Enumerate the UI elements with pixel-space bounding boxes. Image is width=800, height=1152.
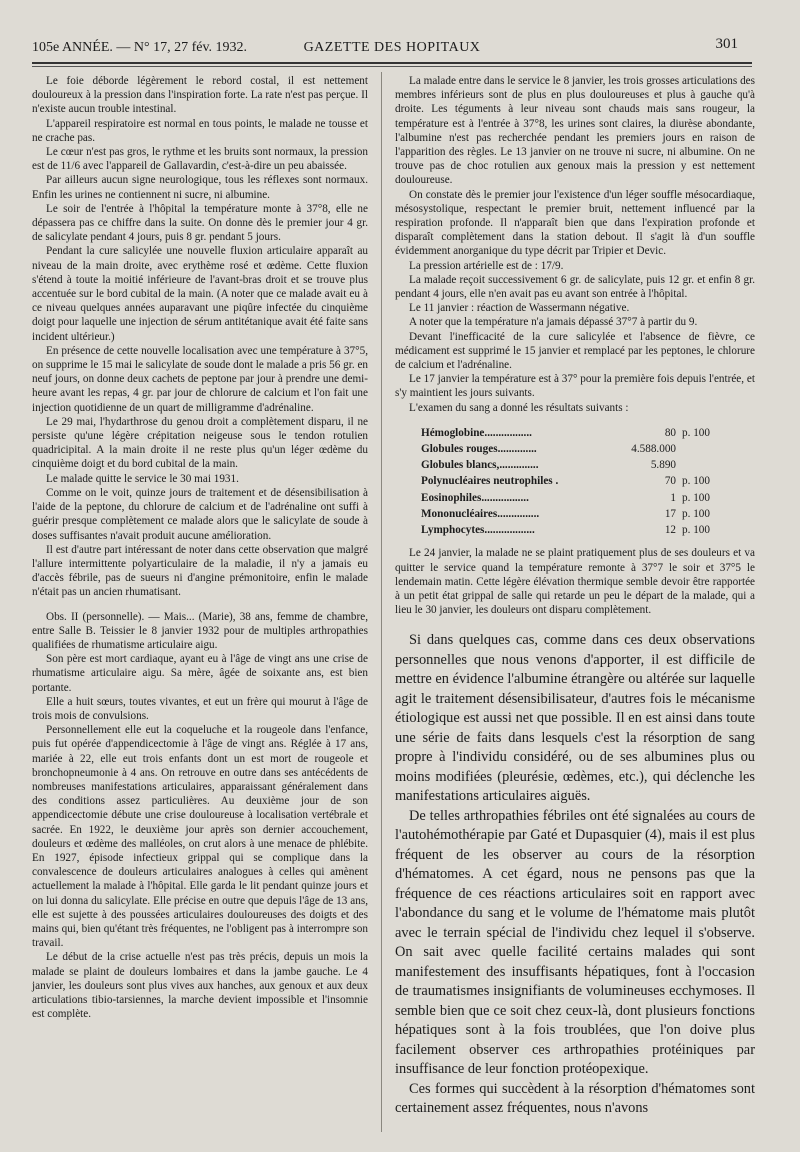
right-column [395, 74, 755, 1119]
lab-name: Globules blancs,.............. [421, 459, 539, 472]
paragraph: Le 24 janvier, la malade ne se plaint pratiquement plus de ses douleurs et va quitter le service quand la température remonte à 37°7 le soir et 37°5 le lendemain matin. Cette légère élévation thermique semble devoir être rapportée à un petit état grippal de salle qui retarde un peu le départ de la malade, qui a lieu le 30 janvier, les douleurs ont disparu complètement. [395, 547, 755, 617]
page-number: 301 [715, 36, 738, 52]
paragraph: Pendant la cure salicylée une nouvelle fluxion articulaire apparaît au niveau de la main droite, avec erythème rosé et œdème. Cette fluxion s'étend à toute la moitié inférieure de l'avant-bras droit et se trouve plus accentuée sur le bord cubital de la main. (A noter que ce malade avait eu à ce niveau quelques années auparavant une piqûre infectée du cinquième doigt pour laquelle une injection de sérum antitétanique avait été faite sans incident ultérieur.) [32, 245, 368, 343]
lab-name: Polynucléaires neutrophiles . [421, 475, 559, 488]
lab-value: 70 [664, 475, 676, 488]
left-column [32, 74, 368, 1021]
paragraph: A noter que la température n'a jamais dépassé 37°7 à partir du 9. [409, 316, 698, 329]
paragraph: L'examen du sang a donné les résultats suivants : [409, 401, 629, 414]
lab-value: 80 [664, 426, 676, 439]
lab-name: Lymphocytes.................. [421, 524, 535, 537]
paragraph: Le foie déborde légèrement le rebord costal, il est nettement douloureux à la pression dans l'inspiration forte. La rate n'est pas perçue. Il n'existe aucun trouble intestinal. [32, 75, 368, 116]
paragraph: Ces formes qui succèdent à la résorption d'hématomes sont certainement assez fréquentes, nous n'avons [395, 1080, 755, 1117]
paragraph: Le 29 mai, l'hydarthrose du genou droit a complètement disparu, il ne persiste qu'une légère crépitation neigeuse sous le tendon rotulien quadricipital. A la main droite il ne reste plus qu'un léger œdème du cinquième doigt et du bord cubital de la main. [32, 415, 368, 471]
lab-value: 17 [664, 507, 676, 520]
paragraph: L'appareil respiratoire est normal en tous points, le malade ne tousse et ne crache pas. [32, 117, 368, 144]
table-row [421, 425, 722, 441]
lab-value: 1 [670, 491, 676, 504]
lab-name: Mononucléaires............... [421, 507, 540, 520]
table-row [421, 441, 722, 457]
paragraph: Le malade quitte le service le 30 mai 1931. [46, 472, 239, 485]
observation-heading-paragraph: Obs. II (personnelle). — Mais... (Marie), 38 ans, femme de chambre, entre Salle B. Teissier le 8 janvier 1932 pour de multiples arthropathies qualifiées de rhumatisme articulaire aigu. [32, 610, 368, 651]
paragraph: Le début de la crise actuelle n'est pas très précis, depuis un mois la malade se plaint de douleurs lombaires et dans la jambe gauche. Le 4 janvier, les douleurs sont plus vives aux hanches, aux genoux et aux deux articulations tibio-tarsiennes, la marche devient impossible et l'insomnie est complète. [32, 951, 368, 1021]
lab-unit [676, 441, 722, 457]
paragraph: La pression artérielle est de : 17/9. [409, 259, 564, 272]
header-rule [32, 62, 752, 64]
paragraph: Son père est mort cardiaque, ayant eu à l'âge de vingt ans une crise de rhumatisme articulaire aigu. Sa mère, âgée de soixante ans, est bien portante. [32, 653, 368, 694]
lab-value: 12 [664, 524, 676, 537]
journal-title: GAZETTE DES HOPITAUX [303, 40, 481, 55]
paragraph: Elle a huit sœurs, toutes vivantes, et eut un frère qui mourut à l'âge de trois mois de convulsions. [32, 695, 368, 722]
lab-unit: p. 100 [682, 524, 710, 537]
table-row [421, 522, 722, 538]
lab-name: Hémoglobine................. [421, 426, 532, 439]
column-divider [381, 72, 382, 1132]
page-header [32, 36, 752, 60]
lab-value: 4.588.000 [631, 443, 676, 456]
paragraph: La malade entre dans le service le 8 janvier, les trois grosses articulations des membres inférieurs sont de plus en plus douloureuses et plus à gauche qu'à droite. Les téguments à leur niveau sont chauds mais sans rougeur, la température est à l'entrée à 37°8, les urines sont claires, la diurèse abondante, l'albumine n'est pas recherchée pendant les premiers jours en raison de l'apparition des règles. Le 13 janvier on ne trouve ni sucre, ni albumine. On ne trouve pas de choc rotulien aux genoux mais la pression y est nettement douloureuse. [395, 75, 755, 187]
paragraph: Par ailleurs aucun signe neurologique, tous les réflexes sont normaux. Enfin les urines ne contiennent ni sucre, ni albumine. [32, 174, 368, 201]
paragraph: Le cœur n'est pas gros, le rythme et les bruits sont normaux, la pression est de 11/6 avec l'appareil de Gallavardin, c'est-à-dire un peu abaissée. [32, 146, 368, 173]
paragraph: Comme on le voit, quinze jours de traitement et de désensibilisation à l'aide de la peptone, du chlorure de calcium et de l'adrénaline ont suffi à guérir presque complètement ce malade alors que le salicylate de soude à doses suffisantes n'avait produit aucune amélioration. [32, 486, 368, 542]
lab-unit: p. 100 [682, 491, 710, 504]
paragraph: En présence de cette nouvelle localisation avec une température à 37°5, on supprime le 15 mai le salicylate de soude dont le malade a pris 56 gr. en neuf jours, on donne deux cachets de peptone par jour à prendre une demi-heure avant les repas, 4 gr. par jour de chlorure de calcium et l'on fait une injection quotidienne de un quart de milligramme d'adrénaline. [32, 344, 368, 414]
table-row [421, 490, 722, 506]
issue-info: 105e ANNÉE. — N° 17, 27 fév. 1932. [32, 40, 248, 55]
paragraph: Le soir de l'entrée à l'hôpital la température monte à 37°8, elle ne dépassera pas ce chiffre dans la suite. On donne dès le premier jour 4 gr. de salicylate pendant 4 jours, puis 8 gr. pendant 5 jours. [32, 202, 368, 244]
lab-unit [676, 457, 722, 473]
paragraph: Le 17 janvier la température est à 37° pour la première fois depuis l'entrée, et s'y maintient les jours suivants. [395, 373, 755, 400]
header-rule-thin [32, 66, 752, 67]
paragraph: Personnellement elle eut la coqueluche et la rougeole dans l'enfance, puis fut opérée d'appendicectomie à l'âge de vingt ans. Réglée à 17 ans, mariée à 22, elle eut trois enfants dont un est mort de rougeole et bronchopneumonie à 4 ans. On retrouve en outre dans ses antécédents de nombreuses manifestations articulaires, apparaissant généralement dans des conditions assez particulières. Au deuxième jour de son appendicectomie débute une crise douloureuse à localisation vertébrale et sacrée. En 1922, le deuxième jour après son dernier accouchement, douleurs et œdème des malléoles, on crut alors à une menace de phlébite. En 1927, épisode infectieux grippal qui se complique dans la convalescence de douleurs articulaires analogues à celles qui amènent actuellement la malade à l'hôpital. Elle garda le lit pendant quinze jours et on lui donna du salicylate. Elle précise en outre que depuis l'âge de 13 ans, elle est sujette à des poussées articulaires douloureuses des doigts et des mains qui, bien qu'étant très fréquentes, ne l'obligent pas à interrompre son travail. [32, 724, 368, 950]
lab-unit: p. 100 [682, 507, 710, 520]
paragraph: De telles arthropathies fébriles ont été signalées au cours de l'autohémothérapie par Gaté et Dupasquier (4), mais il est plus fréquent de les observer au cours de la résorption d'hématomes. A cet égard, nous ne pensons pas que la fréquence de ces réactions articulaires soit en rapport avec l'abondance du sang et le volume de l'hématome mais plutôt avec le terrain spécial de l'individu chez lequel il s'observe. On sait avec quelle facilité certains malades qui sont manifestement des insuffisants hépatiques, font à l'occasion de traumatismes insignifiants de volumineuses ecchymoses. Il semble bien que ce soit chez ceux-là, dont plusieurs fonctions hépatiques sont à la fois troublées, que l'on doive plus facilement observer ces arthropathies protéiniques par insuffisance de leur fonction protéopexique. [395, 807, 755, 1078]
paragraph: Devant l'inefficacité de la cure salicylée et l'absence de fièvre, ce médicament est supprimé le 15 janvier et remplacé par les peptones, le chlorure de calcium et l'adrénaline. [395, 330, 755, 372]
table-row [421, 473, 722, 489]
blood-results-table [421, 425, 722, 538]
paragraph: Le 11 janvier : réaction de Wassermann négative. [409, 302, 630, 315]
table-row [421, 506, 722, 522]
lab-name: Globules rouges.............. [421, 443, 537, 456]
lab-unit: p. 100 [682, 426, 710, 439]
lab-unit: p. 100 [682, 475, 710, 488]
commentary-section [395, 631, 755, 1119]
paragraph: La malade reçoit successivement 6 gr. de salicylate, puis 12 gr. et enfin 8 gr. pendant 4 jours, elle n'en avait pas eu avant son entrée à l'hôpital. [395, 273, 755, 301]
paragraph: Il est d'autre part intéressant de noter dans cette observation que malgré l'allure intermittente polyarticulaire de la maladie, il n'y a jamais eu d'accès fébrile, pas de sueurs ni d'angine prémonitoire, enfin le malade n'était pas un ancien rhumatisant. [32, 543, 368, 599]
lab-value: 5.890 [650, 459, 676, 472]
paragraph: On constate dès le premier jour l'existence d'un léger souffle mésocardiaque, mésosystolique, respectant le premier bruit, nettement influencé par la respiration profonde. Il n'apparaît bien que dans l'expiration profonde et disparaît complètement dans la station debout. Il s'agit là d'un souffle évidemment anorganique du type décrit par Tripier et Devic. [395, 188, 755, 258]
table-row [421, 457, 722, 473]
lab-name: Eosinophiles................. [421, 491, 529, 504]
paragraph: Si dans quelques cas, comme dans ces deux observations personnelles que nous venons d'apporter, il est difficile de mettre en évidence l'albumine étrangère ou altérée sur laquelle agit le traitement désensibilisateur, d'autres fois le mécanisme étiologique est aussi net que possible. Il en est ainsi dans toute une série de faits dans lesquels c'est la résorption de sang propre à l'individu considéré, ou de ses albumines plus ou moins modifiées (pleurésie, œdèmes, etc.), qui déclenche les manifestations articulaires aiguës. [395, 632, 755, 805]
